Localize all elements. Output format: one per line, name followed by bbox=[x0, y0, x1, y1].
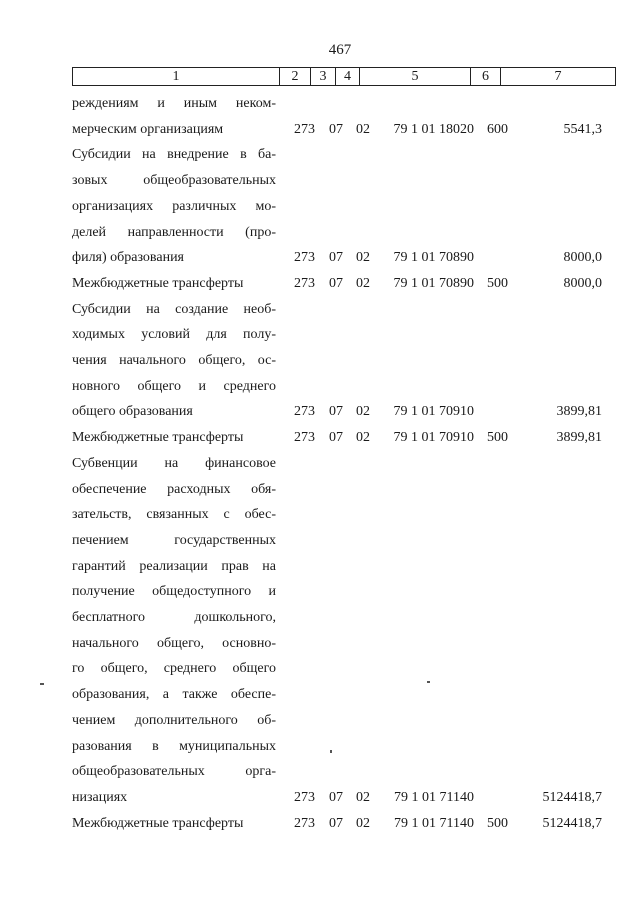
subsection-code: 02 bbox=[356, 404, 370, 420]
description-line: Субвенции на финансовое bbox=[72, 455, 276, 471]
header-col-1: 1 bbox=[73, 68, 280, 85]
table-row bbox=[72, 91, 616, 142]
target-article-code: 79 1 01 71140 bbox=[394, 789, 474, 805]
row-description bbox=[72, 142, 276, 271]
section-code: 07 bbox=[329, 275, 343, 291]
description-line: филя) образования bbox=[72, 250, 184, 266]
header-col-5: 5 bbox=[360, 68, 471, 85]
description-line: чением дополнительного об- bbox=[72, 712, 276, 728]
row-values bbox=[276, 811, 616, 837]
description-line: ходимых условий для полу- bbox=[72, 327, 276, 343]
subsection-code: 02 bbox=[356, 430, 370, 446]
description-line: бесплатного дошкольного, bbox=[72, 610, 276, 626]
description-line: гарантий реализации прав на bbox=[72, 558, 276, 574]
row-description bbox=[72, 811, 276, 837]
target-article-code: 79 1 01 70890 bbox=[393, 250, 474, 266]
chapter-code: 273 bbox=[294, 121, 315, 137]
row-values bbox=[276, 451, 616, 811]
amount: 5541,3 bbox=[563, 121, 602, 137]
row-values bbox=[276, 297, 616, 426]
amount: 3899,81 bbox=[556, 430, 602, 446]
row-values bbox=[276, 142, 616, 271]
description-line: общего образования bbox=[72, 404, 193, 420]
row-values bbox=[276, 425, 616, 451]
section-code: 07 bbox=[329, 789, 343, 805]
description-line: го общего, среднего общего bbox=[72, 661, 276, 677]
description-line: мерческим организациям bbox=[72, 121, 224, 137]
description-line: обеспечение расходных обя- bbox=[72, 481, 276, 497]
header-col-4: 4 bbox=[336, 68, 360, 85]
description-line: печением государственных bbox=[72, 532, 276, 548]
chapter-code: 273 bbox=[294, 250, 315, 266]
chapter-code: 273 bbox=[294, 430, 315, 446]
description-line: получение общедоступного и bbox=[72, 584, 276, 600]
target-article-code: 79 1 01 70910 bbox=[393, 404, 474, 420]
description-line: Межбюджетные трансферты bbox=[72, 430, 244, 446]
table-row bbox=[72, 425, 616, 451]
amount: 8000,0 bbox=[563, 275, 602, 291]
row-description bbox=[72, 271, 276, 297]
description-line: организациях различных мо- bbox=[72, 198, 276, 214]
description-line: зовых общеобразовательных bbox=[72, 173, 276, 189]
row-description bbox=[72, 297, 276, 426]
amount: 8000,0 bbox=[563, 250, 602, 266]
table-row bbox=[72, 142, 616, 271]
target-article-code: 79 1 01 18020 bbox=[393, 121, 474, 137]
header-col-2: 2 bbox=[280, 68, 311, 85]
chapter-code: 273 bbox=[294, 815, 315, 831]
description-line: новного общего и среднего bbox=[72, 378, 276, 394]
table-row bbox=[72, 271, 616, 297]
section-code: 07 bbox=[329, 121, 343, 137]
table-row bbox=[72, 297, 616, 426]
description-line: Субсидии на внедрение в ба- bbox=[72, 147, 276, 163]
subsection-code: 02 bbox=[356, 815, 370, 831]
header-col-6: 6 bbox=[471, 68, 501, 85]
subsection-code: 02 bbox=[356, 789, 370, 805]
scan-speck bbox=[427, 681, 430, 683]
chapter-code: 273 bbox=[294, 275, 315, 291]
section-code: 07 bbox=[329, 404, 343, 420]
section-code: 07 bbox=[329, 815, 343, 831]
target-article-code: 79 1 01 71140 bbox=[394, 815, 474, 831]
scan-speck bbox=[330, 750, 332, 753]
chapter-code: 273 bbox=[294, 789, 315, 805]
header-col-3: 3 bbox=[311, 68, 336, 85]
chapter-code: 273 bbox=[294, 404, 315, 420]
description-line: зательств, связанных с обес- bbox=[72, 507, 276, 523]
expense-type-code: 500 bbox=[487, 430, 508, 446]
header-col-7: 7 bbox=[554, 69, 562, 84]
description-line: Межбюджетные трансферты bbox=[72, 275, 244, 291]
description-line: делей направленности (про- bbox=[72, 224, 276, 240]
table-row bbox=[72, 451, 616, 811]
page-number: 467 bbox=[328, 42, 352, 58]
table-header bbox=[72, 67, 616, 86]
description-line: Субсидии на создание необ- bbox=[72, 301, 276, 317]
amount: 5124418,7 bbox=[542, 815, 602, 831]
amount: 5124418,7 bbox=[542, 789, 602, 805]
description-line: начального общего, основно- bbox=[72, 635, 276, 651]
target-article-code: 79 1 01 70890 bbox=[393, 275, 474, 291]
subsection-code: 02 bbox=[356, 121, 370, 137]
row-description bbox=[72, 425, 276, 451]
description-line: низациях bbox=[72, 789, 128, 805]
amount: 3899,81 bbox=[556, 404, 602, 420]
description-line: реждениям и иным неком- bbox=[72, 96, 276, 111]
expense-type-code: 500 bbox=[487, 275, 508, 291]
row-description bbox=[72, 451, 276, 811]
subsection-code: 02 bbox=[356, 250, 370, 266]
table-body bbox=[72, 91, 616, 836]
section-code: 07 bbox=[329, 250, 343, 266]
description-line: разования в муниципальных bbox=[72, 738, 276, 754]
row-values bbox=[276, 271, 616, 297]
subsection-code: 02 bbox=[356, 275, 370, 291]
description-line: Межбюджетные трансферты bbox=[72, 815, 244, 831]
row-description bbox=[72, 91, 276, 142]
expense-type-code: 500 bbox=[487, 815, 508, 831]
target-article-code: 79 1 01 70910 bbox=[393, 430, 474, 446]
description-line: чения начального общего, ос- bbox=[72, 353, 276, 369]
expense-type-code: 600 bbox=[487, 121, 508, 137]
description-line: образования, а также обеспе- bbox=[72, 687, 276, 703]
scan-speck bbox=[40, 683, 44, 685]
row-values bbox=[276, 91, 616, 142]
description-line: общеобразовательных орга- bbox=[72, 764, 276, 780]
table-row bbox=[72, 811, 616, 837]
section-code: 07 bbox=[329, 430, 343, 446]
